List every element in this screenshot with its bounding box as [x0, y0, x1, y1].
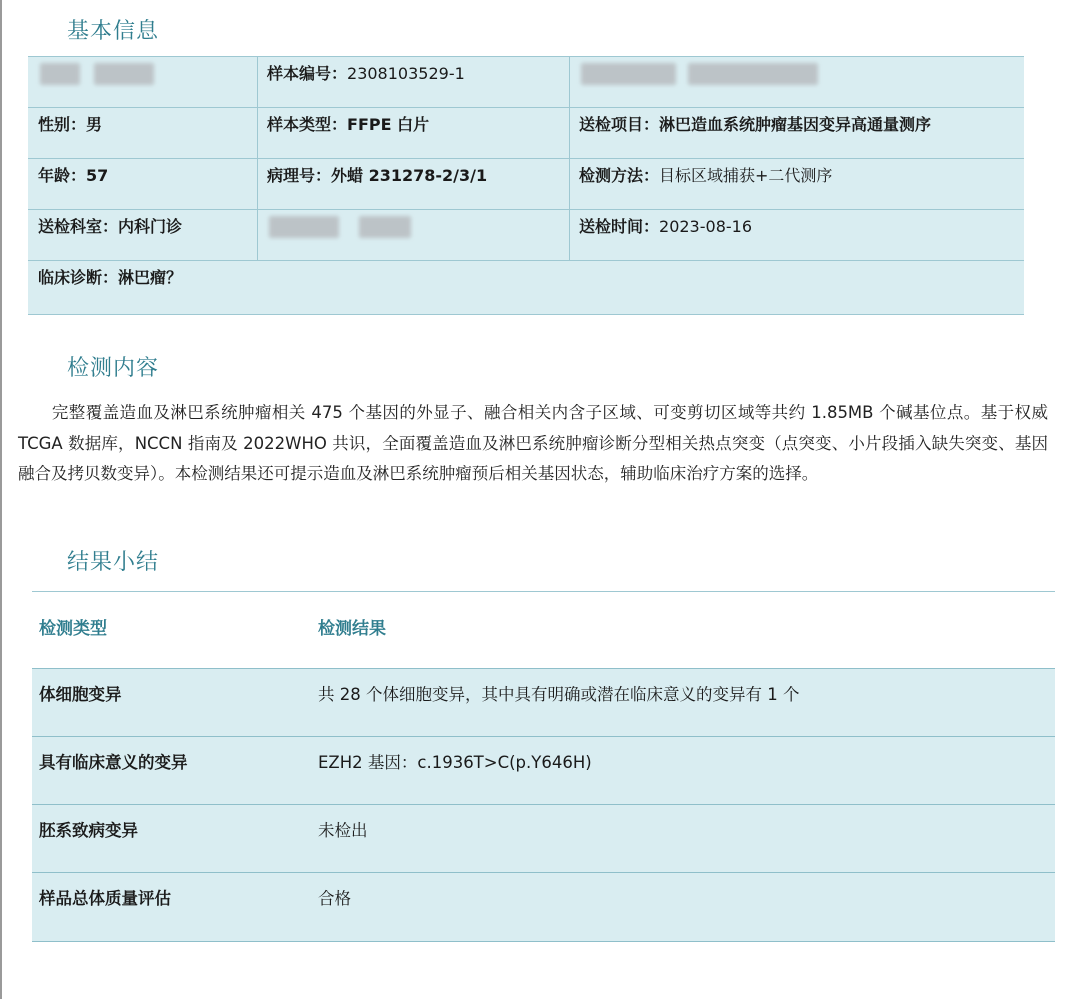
send-time-label: 送检时间：	[579, 217, 660, 236]
age-value: 57	[86, 166, 109, 185]
method-value: 目标区域捕获+二代测序	[659, 166, 833, 185]
pathology-no-value: 外蜡 231278-2/3/1	[331, 166, 488, 185]
sample-no-label: 样本编号：	[267, 64, 348, 83]
info-row-1	[28, 56, 1024, 108]
age-label: 年龄：	[38, 166, 87, 185]
section-title-result-summary: 结果小结	[67, 550, 160, 575]
results-header	[32, 606, 1055, 646]
info-row-3	[28, 159, 1024, 210]
results-table	[32, 668, 1055, 942]
test-item-value: 淋巴造血系统肿瘤基因变异高通量测序	[659, 115, 932, 134]
dept-value: 内科门诊	[118, 217, 183, 236]
sample-type-label: 样本类型：	[267, 115, 348, 134]
gender-value: 男	[86, 115, 103, 134]
redacted-block	[359, 216, 411, 238]
table-row	[32, 736, 1055, 804]
redacted-doctor-cell	[258, 210, 570, 260]
test-item-label: 送检项目：	[579, 115, 660, 134]
age-cell	[28, 159, 258, 209]
header-result: 检测结果	[318, 619, 386, 639]
info-row-2	[28, 108, 1024, 159]
sample-no-value: 2308103529-1	[347, 64, 465, 83]
table-row	[32, 804, 1055, 872]
section-title-basic-info: 基本信息	[67, 19, 160, 44]
table-row	[32, 872, 1055, 942]
pathology-no-cell	[258, 159, 570, 209]
gender-label: 性别：	[38, 115, 87, 134]
test-item-cell	[570, 108, 1024, 158]
pathology-no-label: 病理号：	[267, 166, 332, 185]
redacted-block	[269, 216, 339, 238]
send-time-cell	[570, 210, 1024, 260]
method-label: 检测方法：	[579, 166, 660, 185]
dept-label: 送检科室：	[38, 217, 119, 236]
diagnosis-value: 淋巴瘤？	[118, 268, 183, 287]
result-type: 胚系致病变异	[39, 821, 138, 840]
page-edge	[0, 0, 2, 999]
info-row-5	[28, 261, 1024, 315]
gender-cell	[28, 108, 258, 158]
redacted-id-cell	[570, 57, 1024, 107]
redacted-block	[94, 63, 154, 85]
table-row	[32, 668, 1055, 736]
method-cell	[570, 159, 1024, 209]
diagnosis-cell	[28, 261, 1024, 314]
basic-info-table	[28, 56, 1024, 315]
sample-no-cell	[258, 57, 570, 107]
dept-cell	[28, 210, 258, 260]
result-value: 共 28 个体细胞变异，其中具有明确或潜在临床意义的变异有 1 个	[318, 685, 800, 704]
redacted-name-cell	[28, 57, 258, 107]
redacted-block	[688, 63, 818, 85]
info-row-4	[28, 210, 1024, 261]
result-value: EZH2 基因：c.1936T>C(p.Y646H)	[318, 753, 592, 772]
redacted-block	[40, 63, 80, 85]
diagnosis-label: 临床诊断：	[38, 268, 119, 287]
sample-type-value: FFPE 白片	[347, 115, 430, 134]
result-value: 未检出	[318, 821, 368, 840]
header-type: 检测类型	[39, 619, 107, 639]
result-type: 样品总体质量评估	[39, 889, 171, 908]
sample-type-cell	[258, 108, 570, 158]
detection-description: 完整覆盖造血及淋巴系统肿瘤相关 475 个基因的外显子、融合相关内含子区域、可变剪切区域等共约 1.85MB 个碱基位点。基于权威 TCGA 数据库，NCCN 指南及 2022WHO 共识，全面覆盖造血及淋巴系统肿瘤诊断分型相关热点突变（点突变、小片段插入缺失突变、基因融合及拷贝数变异）。本检测结果还可提示造血及淋巴系统肿瘤预后相关基因状态，辅助临床治疗方案的选择。	[18, 403, 1048, 483]
result-type: 体细胞变异	[39, 685, 122, 704]
section-title-detection-content: 检测内容	[67, 356, 160, 381]
result-type: 具有临床意义的变异	[39, 753, 188, 772]
send-time-value: 2023-08-16	[659, 217, 752, 236]
redacted-block	[581, 63, 676, 85]
result-value: 合格	[318, 889, 351, 908]
results-divider	[32, 591, 1055, 592]
